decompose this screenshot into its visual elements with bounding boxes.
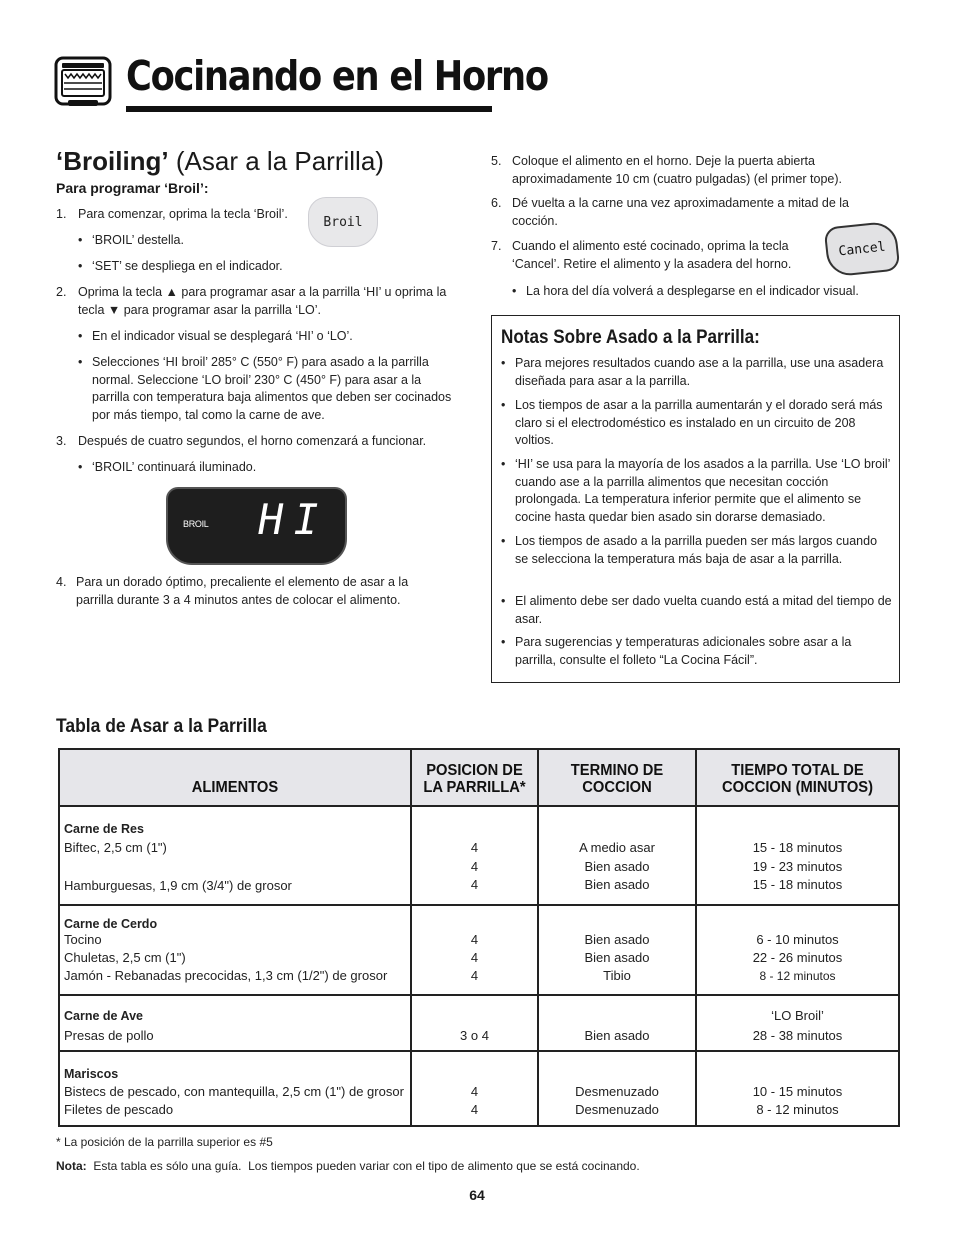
- position-cell: 4 4 4: [470, 932, 479, 983]
- food-cell: Hamburguesas, 1,9 cm (3/4") de grosor: [64, 878, 292, 893]
- position-cell: 4 4: [470, 1084, 479, 1117]
- footnote-nota: [56, 1159, 640, 1173]
- note-item: • Los tiempos de asado a la parrilla pueden ser más largos cuando se selecciona la temperatura más baja de asar a la parrilla.: [501, 534, 878, 566]
- step-text: Cuando el alimento esté cocinado, oprima la tecla ‘Cancel’. Retire el alimento y la asadera del horno.: [512, 239, 792, 271]
- header-position: POSICION DE LA PARRILLA*: [423, 762, 526, 796]
- step-4: [56, 574, 436, 609]
- food-cell: Tocino Chuletas, 2,5 cm (1") Jamón - Rebanadas precocidas, 1,3 cm (1/2") de grosor: [64, 932, 388, 983]
- note-text: Para mejores resultados cuando ase a la parrilla, use una asadera diseñada para asar a la parrilla.: [515, 356, 884, 388]
- page-title: Cocinando en el Horno: [126, 52, 548, 100]
- step-1: [56, 206, 306, 224]
- food-cell: Bistecs de pescado, con mantequilla, 2,5 cm (1") de grosor Filetes de pescado: [64, 1084, 404, 1117]
- section-title: [56, 146, 384, 177]
- row-divider: [60, 805, 898, 807]
- time-note-cell: ‘LO Broil’: [771, 1008, 824, 1023]
- note-text: Para sugerencias y temperaturas adicionales sobre asar a la parrilla, consulte el folleto “La Cocina Fácil”.: [515, 635, 852, 667]
- step-text: Para un dorado óptimo, precaliente el elemento de asar a la parrilla durante 3 a 4 minutos antes de colocar el alimento.: [76, 575, 409, 607]
- footnote-asterisk: * La posición de la parrilla superior es #5: [56, 1135, 273, 1149]
- header-time: TIEMPO TOTAL DE COCCION (MINUTOS): [721, 762, 873, 796]
- step-1-bullet-1: • ‘BROIL’ destella.: [78, 233, 184, 247]
- bullet-text: ‘SET’ se despliega en el indicador.: [92, 259, 283, 273]
- display-value: HI: [253, 495, 333, 544]
- title-underline: [126, 106, 492, 112]
- broil-button[interactable]: Broil: [308, 197, 378, 247]
- step-3: [56, 433, 466, 451]
- time-cell: 15 - 18 minutos 19 - 23 minutos 15 - 18 minutos: [752, 840, 843, 892]
- row-divider: [60, 994, 898, 996]
- step-number: 1.: [56, 207, 67, 221]
- step-2-bullet-1: • En el indicador visual se desplegará ‘HI’ o ‘LO’.: [78, 329, 353, 343]
- section-title-rest: (Asar a la Parrilla): [168, 146, 384, 176]
- row-divider: [60, 1050, 898, 1052]
- header-food: ALIMENTOS: [191, 779, 279, 796]
- step-5: [491, 153, 891, 188]
- program-heading: Para programar ‘Broil’:: [56, 180, 209, 196]
- step-text: Para comenzar, oprima la tecla ‘Broil’.: [78, 207, 288, 221]
- bullet-text: ‘BROIL’ destella.: [92, 233, 184, 247]
- group-title-cerdo: Carne de Cerdo: [64, 917, 158, 931]
- step-6: [491, 195, 891, 230]
- note-item: • Los tiempos de asar a la parrilla aumentarán y el dorado será más claro si el electrodoméstico es instalado en un circuito de 208 voltios.: [501, 398, 883, 447]
- nota-label: Nota:: [56, 1159, 87, 1173]
- note-text: Los tiempos de asado a la parrilla pueden ser más largos cuando se selecciona la temperatura más baja de asar a la parrilla.: [515, 534, 878, 566]
- section-title-bold: ‘Broiling’: [56, 146, 169, 176]
- step-text: Oprima la tecla ▲ para programar asar a la parrilla ‘HI’ u oprima la tecla ▼ para programar asar la parrilla ‘LO’.: [78, 285, 447, 317]
- step-3-bullet-1: • ‘BROIL’ continuará iluminado.: [78, 460, 257, 474]
- doneness-cell: Bien asado: [584, 1028, 650, 1043]
- note-item: • Para mejores resultados cuando ase a la parrilla, use una asadera diseñada para asar a la parrilla.: [501, 356, 884, 388]
- doneness-cell: A medio asar Bien asado Bien asado: [579, 840, 655, 892]
- step-2: [56, 284, 466, 319]
- position-cell: 3 o 4: [460, 1028, 489, 1043]
- oven-display-panel: [166, 487, 347, 565]
- step-7: [491, 238, 813, 273]
- row-divider: [60, 904, 898, 906]
- note-item: • ‘HI’ se usa para la mayoría de los asados a la parrilla. Use ‘LO broil’ cuando ase a la parrilla alimentos que necesitan cocción prolongada. La temperatura inferior permite que el alimento se cocine hasta quedar bien asado sin dorarse demasiado.: [501, 457, 890, 524]
- group-title-res: Carne de Res: [64, 822, 144, 836]
- step-text: Coloque el alimento en el horno. Deje la puerta abierta aproximadamente 10 cm (cuatro pulgadas) (el primer tope).: [512, 154, 843, 186]
- nota-text: Esta tabla es sólo una guía. Los tiempos pueden variar con el tipo de alimento que se está cocinando.: [86, 1159, 640, 1173]
- bullet-text: En el indicador visual se desplegará ‘HI’ o ‘LO’.: [92, 329, 353, 343]
- step-2-bullet-2: • Selecciones ‘HI broil’ 285° C (550° F) para asado a la parrilla normal. Seleccione ‘LO broil’ 230° C (450° F) para asar a la parrilla con temperatura baja alimentos que deben ser cocinados por más tiempo, tal como la carne de ave.: [78, 355, 452, 422]
- step-text: Dé vuelta a la carne una vez aproximadamente a mitad de la cocción.: [512, 196, 849, 228]
- note-text: El alimento debe ser dado vuelta cuando está a mitad del tiempo de asar.: [515, 594, 892, 626]
- time-cell: 28 - 38 minutos: [752, 1028, 843, 1043]
- doneness-cell: Desmenuzado Desmenuzado: [575, 1084, 659, 1117]
- bullet-text: Selecciones ‘HI broil’ 285° C (550° F) para asado a la parrilla normal. Seleccione ‘LO broil’ 230° C (450° F) para asar a la parrilla con temperatura baja alimentos que deben ser cocinados por más tiempo, tal como la carne de ave.: [92, 355, 452, 422]
- step-1-bullet-2: • ‘SET’ se despliega en el indicador.: [78, 259, 283, 273]
- notes-title: Notas Sobre Asado a la Parrilla:: [501, 327, 760, 348]
- cancel-button[interactable]: Cancel: [824, 220, 901, 277]
- bullet-text: La hora del día volverá a desplegarse en el indicador visual.: [526, 284, 859, 298]
- page-number: 64: [469, 1187, 485, 1203]
- note-item: • El alimento debe ser dado vuelta cuando está a mitad del tiempo de asar.: [501, 594, 892, 626]
- step-7-bullet-1: • La hora del día volverá a desplegarse en el indicador visual.: [512, 284, 859, 298]
- time-cell: 10 - 15 minutos 8 - 12 minutos: [752, 1084, 843, 1117]
- header-doneness: TERMINO DE COCCION: [570, 762, 664, 796]
- step-text: Después de cuatro segundos, el horno comenzará a funcionar.: [78, 434, 427, 448]
- table-heading: Tabla de Asar a la Parrilla: [56, 716, 267, 737]
- oven-icon: [54, 56, 112, 108]
- step-number: 5.: [491, 154, 502, 168]
- display-label: BROIL: [183, 519, 209, 529]
- position-cell: 4 4 4: [470, 840, 479, 892]
- food-cell: Biftec, 2,5 cm (1"): [64, 840, 167, 855]
- group-title-mariscos: Mariscos: [64, 1067, 119, 1081]
- note-item: • Para sugerencias y temperaturas adicionales sobre asar a la parrilla, consulte el folleto “La Cocina Fácil”.: [501, 635, 852, 667]
- step-number: 3.: [56, 434, 67, 448]
- note-text: ‘HI’ se usa para la mayoría de los asados a la parrilla. Use ‘LO broil’ cuando ase a la parrilla alimentos que necesitan cocción prolongada. La temperatura inferior permite que el alimento se cocine hasta quedar bien asado sin dorarse demasiado.: [515, 457, 890, 524]
- step-number: 4.: [56, 575, 67, 589]
- step-number: 7.: [491, 239, 502, 253]
- doneness-cell: Bien asado Bien asado Tibio: [584, 932, 650, 983]
- group-title-ave: Carne de Ave: [64, 1009, 143, 1023]
- note-text: Los tiempos de asar a la parrilla aumentarán y el dorado será más claro si el electrodoméstico es instalado en un circuito de 208 voltios.: [515, 398, 883, 447]
- food-cell: Presas de pollo: [64, 1028, 154, 1043]
- bullet-text: ‘BROIL’ continuará iluminado.: [92, 460, 257, 474]
- time-cell: 6 - 10 minutos 22 - 26 minutos 8 - 12 minutos: [752, 932, 843, 983]
- step-number: 6.: [491, 196, 502, 210]
- step-number: 2.: [56, 285, 67, 299]
